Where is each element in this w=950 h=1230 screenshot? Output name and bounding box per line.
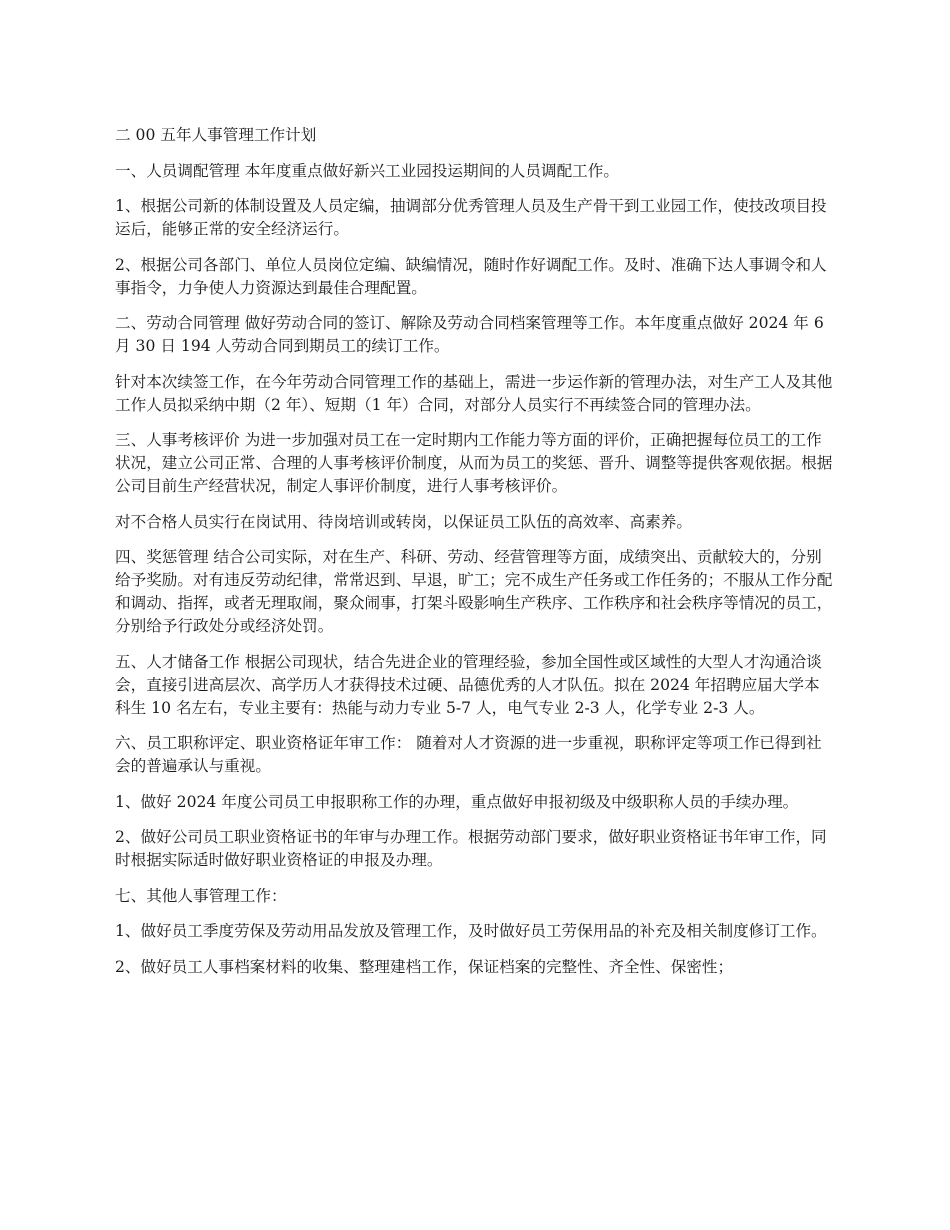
paragraph-other-item-1: 1、做好员工季度劳保及劳动用品发放及管理工作，及时做好员工劳保用品的补充及相关制度修订工作。 bbox=[115, 922, 827, 940]
paragraph-assessment: 三、人事考核评价 为进一步加强对员工在一定时期内工作能力等方面的评价，正确把握每位员工的工作状况，建立公司正常、合理的人事考核评价制度，从而为员工的奖惩、晋升、调整等提供客观依据。根据公司目前生产经营状况，制定人事评价制度，进行人事考核评价。 bbox=[115, 431, 833, 495]
paragraph-title-evaluation: 六、员工职称评定、职业资格证年审工作： 随着对人才资源的进一步重视，职称评定等项工作已得到社会的普遍承认与重视。 bbox=[115, 734, 822, 775]
document-title: 二 00 五年人事管理工作计划 bbox=[115, 126, 317, 144]
paragraph-talent-reserve: 五、人才储备工作 根据公司现状，结合先进企业的管理经验，参加全国性或区域性的大型人才沟通洽谈会，直接引进高层次、高学历人才获得技术过硬、品德优秀的人才队伍。拟在 2024 年招聘应届大学本科生 10 名左右，专业主要有：热能与动力专业 5-7 人，电气专业 2-3 人，化学专业 2-3 人。 bbox=[115, 652, 822, 717]
paragraph-staffing-item-2: 2、根据公司各部门、单位人员岗位定编、缺编情况，随时作好调配工作。及时、准确下达人事调令和人事指令，力争使人力资源达到最佳合理配置。 bbox=[115, 255, 827, 297]
paragraph-assessment-followup: 对不合格人员实行在岗试用、待岗培训或转岗，以保证员工队伍的高效率、高素养。 bbox=[115, 512, 692, 531]
paragraph-other-item-2: 2、做好员工人事档案材料的收集、整理建档工作，保证档案的完整性、齐全性、保密性； bbox=[115, 957, 734, 976]
paragraph-staffing-item-1: 1、根据公司新的体制设置及人员定编，抽调部分优秀管理人员及生产骨干到工业园工作，使技改项目投运后，能够正常的安全经济运行。 bbox=[115, 197, 827, 238]
paragraph-title-item-1: 1、做好 2024 年度公司员工申报职称工作的办理，重点做好申报初级及中级职称人员的手续办理。 bbox=[115, 792, 799, 811]
paragraph-staffing-management: 一、人员调配管理 本年度重点做好新兴工业园投运期间的人员调配工作。 bbox=[115, 161, 619, 180]
paragraph-contract-renewal: 针对本次续签工作，在今年劳动合同管理工作的基础上，需进一步运作新的管理办法，对生产工人及其他工作人员拟采纳中期（2 年）、短期（1 年）合同，对部分人员实行不再续签合同的管理办法。 bbox=[115, 372, 833, 414]
paragraph-other-management: 七、其他人事管理工作： bbox=[115, 886, 287, 905]
paragraph-title-item-2: 2、做好公司员工职业资格证书的年审与办理工作。根据劳动部门要求，做好职业资格证书年审工作，同时根据实际适时做好职业资格证的申报及办理。 bbox=[115, 828, 827, 869]
document-body bbox=[115, 124, 835, 991]
paragraph-labor-contract: 二、劳动合同管理 做好劳动合同的签订、解除及劳动合同档案管理等工作。本年度重点做好 2024 年 6 月 30 日 194 人劳动合同到期员工的续订工作。 bbox=[115, 314, 824, 355]
paragraph-rewards-penalties: 四、奖惩管理 结合公司实际，对在生产、科研、劳动、经营管理等方面，成绩突出、贡献较大的，分别给予奖励。对有违反劳动纪律，常常迟到、早退，旷工；完不成生产任务或工作任务的；不服从工作分配和调动、指挥，或者无理取闹，聚众闹事，打架斗殴影响生产秩序、工作秩序和社会秩序等情况的员工，分别给予行政处分或经济处罚。 bbox=[115, 548, 833, 635]
